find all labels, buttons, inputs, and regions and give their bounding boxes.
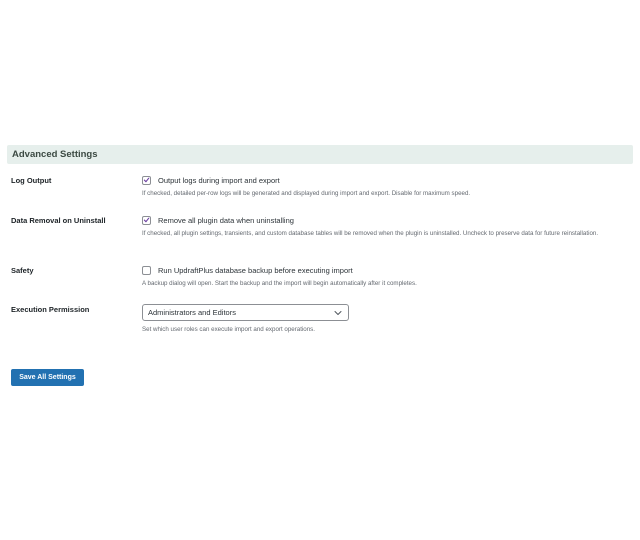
checkmark-icon [143, 176, 150, 184]
log-output-checkbox[interactable] [142, 176, 151, 185]
execution-permission-label: Execution Permission [11, 305, 90, 314]
execution-permission-description: Set which user roles can execute import and export operations. [142, 326, 315, 333]
data-removal-label: Data Removal on Uninstall [11, 216, 106, 225]
safety-field [141, 264, 633, 289]
execution-permission-value: Administrators and Editors [148, 308, 236, 317]
safety-label: Safety [11, 266, 34, 275]
execution-permission-field [141, 304, 633, 335]
section-header [7, 145, 633, 164]
data-removal-checkbox[interactable] [142, 216, 151, 225]
chevron-down-icon [334, 310, 342, 316]
data-removal-description: If checked, all plugin settings, transients, and custom database tables will be removed when the plugin is uninstalled. Uncheck to preserve data for future reinstallation. [142, 230, 599, 237]
data-removal-field [141, 214, 633, 239]
log-output-label: Log Output [11, 176, 52, 185]
section-title: Advanced Settings [12, 149, 98, 160]
log-output-option[interactable] [141, 174, 633, 186]
checkmark-icon [143, 216, 150, 224]
execution-permission-select[interactable] [142, 304, 349, 321]
log-output-description: If checked, detailed per-row logs will be generated and displayed during import and export. Disable for maximum speed. [142, 190, 471, 197]
safety-description: A backup dialog will open. Start the backup and the import will begin automatically after it completes. [142, 280, 417, 287]
save-all-settings-button[interactable]: Save All Settings [11, 369, 84, 386]
safety-option[interactable] [141, 264, 633, 276]
safety-option-label: Run UpdraftPlus database backup before executing import [158, 265, 353, 275]
safety-checkbox[interactable] [142, 266, 151, 275]
log-output-option-label: Output logs during import and export [158, 175, 280, 185]
data-removal-option-label: Remove all plugin data when uninstalling [158, 215, 294, 225]
log-output-field [141, 174, 633, 199]
data-removal-option[interactable] [141, 214, 633, 226]
